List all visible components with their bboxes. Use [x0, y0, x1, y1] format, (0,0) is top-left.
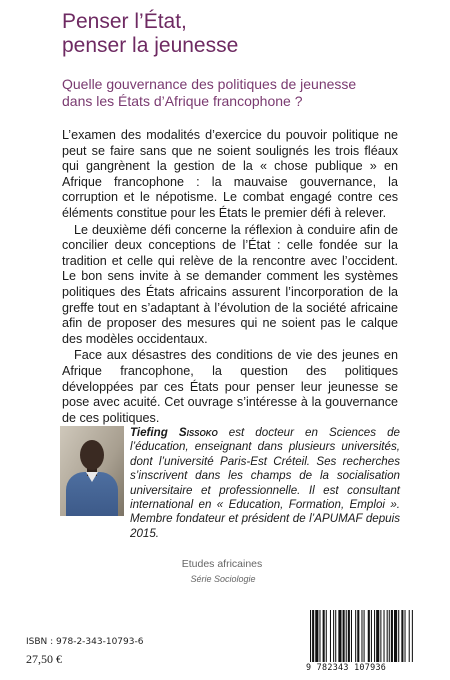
book-subtitle-line-1: Quelle gouvernance des politiques de jeunesse [62, 76, 357, 92]
barcode-bar [319, 610, 320, 664]
summary-paragraph: Face aux désastres des conditions de vie des jeunes en Afrique francophone, la question des politiques développées par ces États pour penser leur jeunesse se pose avec acuité. Cet ouvrage s’intéresse à la gouvernance de ces politiques. [62, 348, 398, 425]
barcode-bar [401, 610, 403, 664]
barcode-bar [380, 610, 381, 664]
collection-info [0, 558, 450, 584]
back-cover-summary [62, 128, 398, 427]
barcode-bar [368, 610, 370, 664]
barcode-bar [412, 610, 413, 664]
isbn-text: ISBN : 978-2-343-10793-6 [26, 637, 144, 647]
barcode-bar [398, 610, 399, 664]
author-bio [130, 426, 400, 541]
book-subtitle [62, 76, 442, 110]
barcode-bar [330, 610, 331, 664]
barcode-bar [394, 610, 397, 664]
book-title-line-2: penser la jeunesse [62, 34, 239, 57]
barcode-bar [326, 610, 327, 664]
barcode-bar [364, 610, 365, 664]
barcode-bar [387, 610, 388, 664]
book-subtitle-line-2: dans les États d’Afrique francophone ? [62, 93, 303, 109]
barcode-bar [310, 610, 311, 664]
price-text: 27,50 € [26, 652, 62, 666]
book-title [62, 10, 442, 58]
author-last-name: Sissoko [178, 426, 218, 439]
barcode-bar [338, 610, 341, 664]
barcode-bar [346, 610, 347, 664]
collection-name: Etudes africaines [181, 558, 263, 570]
barcode-bar [333, 610, 334, 664]
barcode-bar [384, 610, 385, 664]
collection-series: Série Sociologie [190, 574, 256, 584]
author-bio-text: est docteur en Sciences de l’éducation, enseignant dans plusieurs universités, dont l’université Paris-Est Créteil. Ses recherches s’inscrivent dans les champs de la socialisation universitaire et professionnelle. Il est consultant international en « Education, Formation, Emploi ». Membre fondateur et président de l’APUMAF depuis 2015. [130, 426, 400, 540]
barcode-digits: 9 782343 107936 [306, 662, 418, 672]
barcode-bar [312, 610, 314, 664]
barcode-bar [351, 610, 352, 664]
barcode-bar [355, 610, 356, 664]
barcode-bar [376, 610, 379, 664]
summary-paragraph: Le deuxième défi concerne la réflexion à conduire afin de concilier deux conceptions de l’État : celle fondée sur la tradition et celle qui relève de la rencontre avec l’occident. Le bon sens invite à se demander comment les systèmes politiques des États africains assurent l’incorporation de la greffe tout en s’adaptant à l’évolution de la société africaine afin de proposer des mesures qui ne soient pas le calque des modèles occidentaux. [62, 222, 398, 346]
book-title-line-1: Penser l’État, [62, 10, 187, 33]
barcode-bar [357, 610, 359, 664]
barcode-bar [343, 610, 345, 664]
barcode-bar [315, 610, 318, 664]
barcode-bar [323, 610, 325, 664]
barcode-bar [335, 610, 336, 664]
barcode-bar [405, 610, 406, 664]
author-first-name: Tiefing [130, 426, 168, 439]
barcode-bar [374, 610, 375, 664]
barcode-bar [391, 610, 393, 664]
barcode-bars [306, 610, 416, 664]
summary-paragraph: L’examen des modalités d’exercice du pouvoir politique ne peut se faire sans que ne soient soulignés les trois fléaux qui gangrènent la gestion de la « chose publique » en Afrique francophone : la mauvaise gouvernance, la corruption et le népotisme. Le combat engagé contre ces éléments constitue pour les États le premier défi à relever. [62, 128, 398, 220]
barcode-bar [371, 610, 372, 664]
barcode-bar [348, 610, 350, 664]
author-photo [60, 426, 124, 516]
barcode-bar [389, 610, 390, 664]
barcode-bar [409, 610, 410, 664]
barcode-bar [361, 610, 362, 664]
